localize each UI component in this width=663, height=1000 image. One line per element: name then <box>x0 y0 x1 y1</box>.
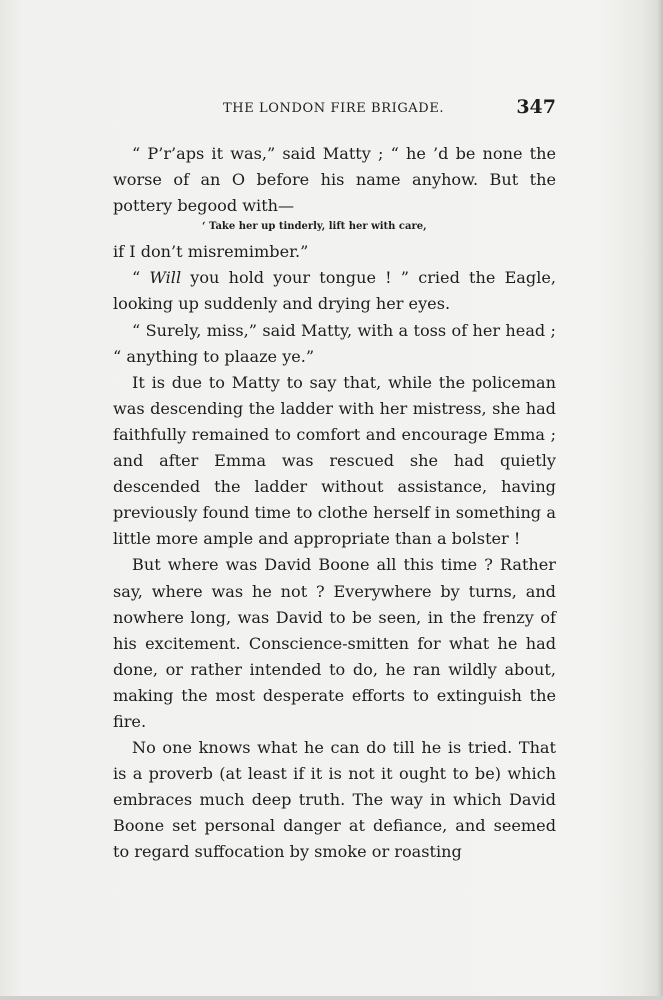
page-bottom-edge <box>0 996 663 1000</box>
paragraph-5: But where was David Boone all this time ? Rather say, where was he not ? Everywhere by turns, and nowhere long, was David to be seen, in the frenzy of his excitement. Conscience-smitten for what he had done, or rather intended to do, he ran wildly about, making the most desperate efforts to extinguish the fire. <box>113 555 556 731</box>
paragraph-2-rest: you hold your tongue ! ” cried the Eagle, looking up suddenly and drying her eyes. <box>113 268 556 314</box>
paragraph-3: “ Surely, miss,” said Matty, with a toss of her head ; “ anything to plaaze ye.” <box>113 320 556 366</box>
verse-quote: ‘ Take her up tinderly, lift her with care, <box>202 221 427 233</box>
paragraph-4: It is due to Matty to say that, while the policeman was descending the ladder with her mistress, she had faithfully remained to comfort and encourage Emma ; and after Emma was rescued she had quietly descended the ladder without assistance, having previously found time to clothe herself in something a little more ample and appropriate than a bolster ! <box>113 372 556 549</box>
body-text <box>113 141 556 866</box>
page-header <box>113 97 556 119</box>
running-head: THE LONDON FIRE BRIGADE. <box>223 101 445 116</box>
paragraph-2-open-quote: “ <box>132 268 150 288</box>
paragraph-1-continued: if I don’t misremimber.” <box>113 242 309 262</box>
paragraph-2 <box>113 265 556 317</box>
italic-word: Will <box>149 268 182 288</box>
paragraph-1: “ P’r’aps it was,” said Matty ; “ he ’d be none the worse of an O before his name anyhow. But the pottery begood with— <box>113 144 556 216</box>
paragraph-6: No one knows what he can do till he is tried. That is a proverb (at least if it is not it ought to be) which embraces much deep truth. The way in which David Boone set personal danger at defiance, and seemed to regard suffocation by smoke or roasting <box>113 738 556 862</box>
page-edge-shadow <box>657 0 663 1000</box>
page-number: 347 <box>516 96 556 118</box>
